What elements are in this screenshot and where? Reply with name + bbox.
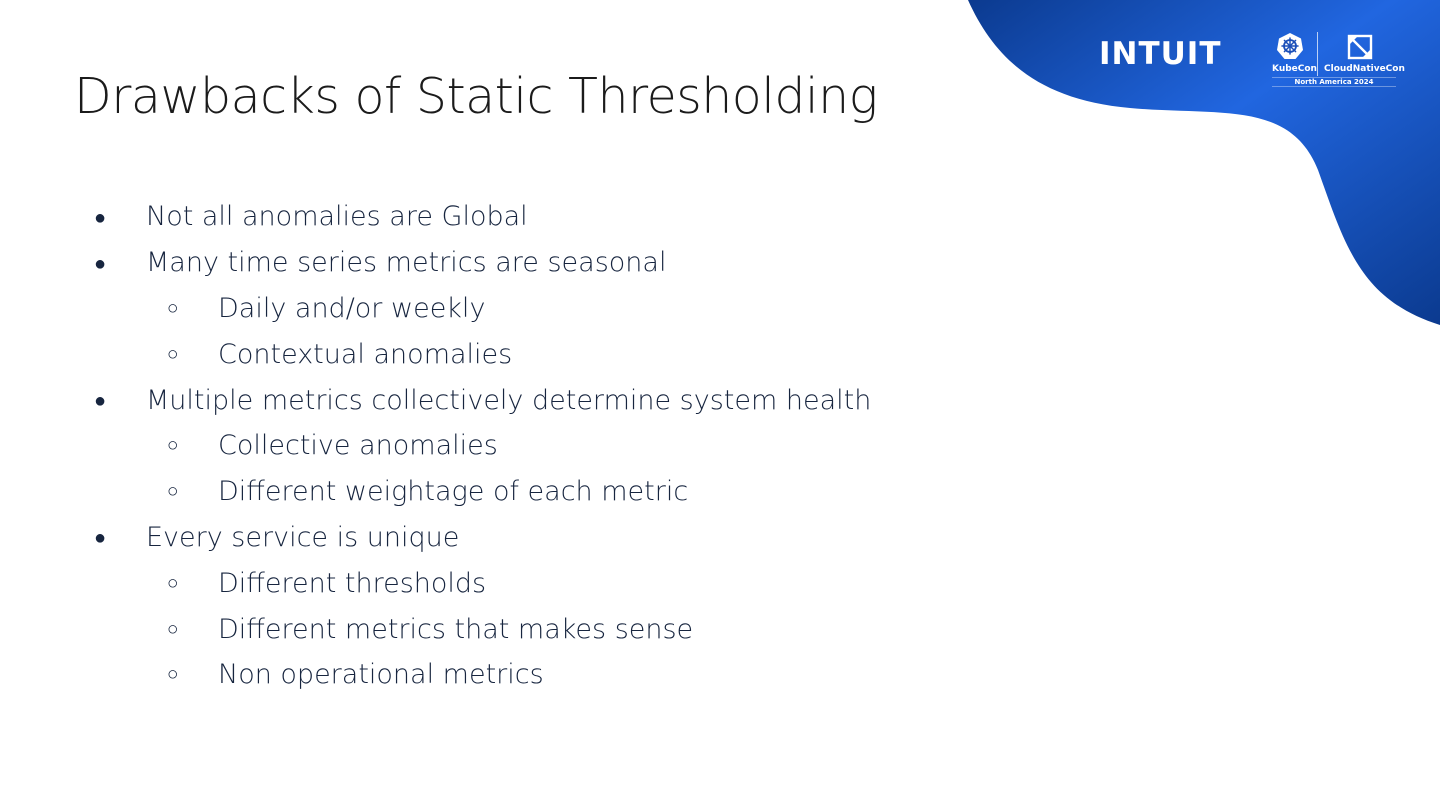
- sub-bullet-marker: ○: [167, 617, 179, 640]
- bullet-text: Every service is unique: [146, 521, 460, 553]
- slide-title: Drawbacks of Static Thresholding: [74, 68, 878, 125]
- bullet-marker: ●: [94, 204, 107, 229]
- bullet-marker: ●: [94, 525, 107, 550]
- sub-bullet-text: Contextual anomalies: [218, 338, 513, 370]
- sub-bullet-marker: ○: [167, 663, 179, 686]
- intuit-logo: INTUIT: [1099, 36, 1222, 72]
- bullet-marker: ●: [94, 250, 107, 275]
- bullet-marker: ●: [94, 388, 107, 413]
- sub-bullet-text: Collective anomalies: [218, 430, 498, 462]
- sub-bullet-marker: ○: [167, 296, 179, 319]
- kubecon-logo: [1268, 30, 1405, 88]
- cncf-icon: [1347, 34, 1373, 60]
- sub-bullet-marker: ○: [167, 480, 179, 503]
- sub-bullet-text: Different weightage of each metric: [218, 476, 689, 508]
- sub-bullet-marker: ○: [167, 342, 179, 365]
- bullet-text: Not all anomalies are Global: [146, 201, 528, 233]
- sub-bullet-text: Non operational metrics: [218, 659, 544, 691]
- cloudnativecon-label: CloudNativeCon: [1324, 64, 1405, 74]
- kubernetes-helm-icon: [1276, 32, 1304, 60]
- sub-bullet-text: Daily and/or weekly: [218, 292, 486, 324]
- logo-divider: [1317, 32, 1318, 76]
- sub-bullet-marker: ○: [167, 434, 179, 457]
- bullet-text: Multiple metrics collectively determine system health: [146, 384, 872, 416]
- sub-bullet-text: Different metrics that makes sense: [218, 613, 694, 645]
- event-label: North America 2024: [1272, 77, 1396, 87]
- sub-bullet-text: Different thresholds: [218, 567, 487, 599]
- bullet-text: Many time series metrics are seasonal: [146, 247, 667, 279]
- kubecon-label: KubeCon: [1272, 64, 1317, 74]
- sub-bullet-marker: ○: [167, 571, 179, 594]
